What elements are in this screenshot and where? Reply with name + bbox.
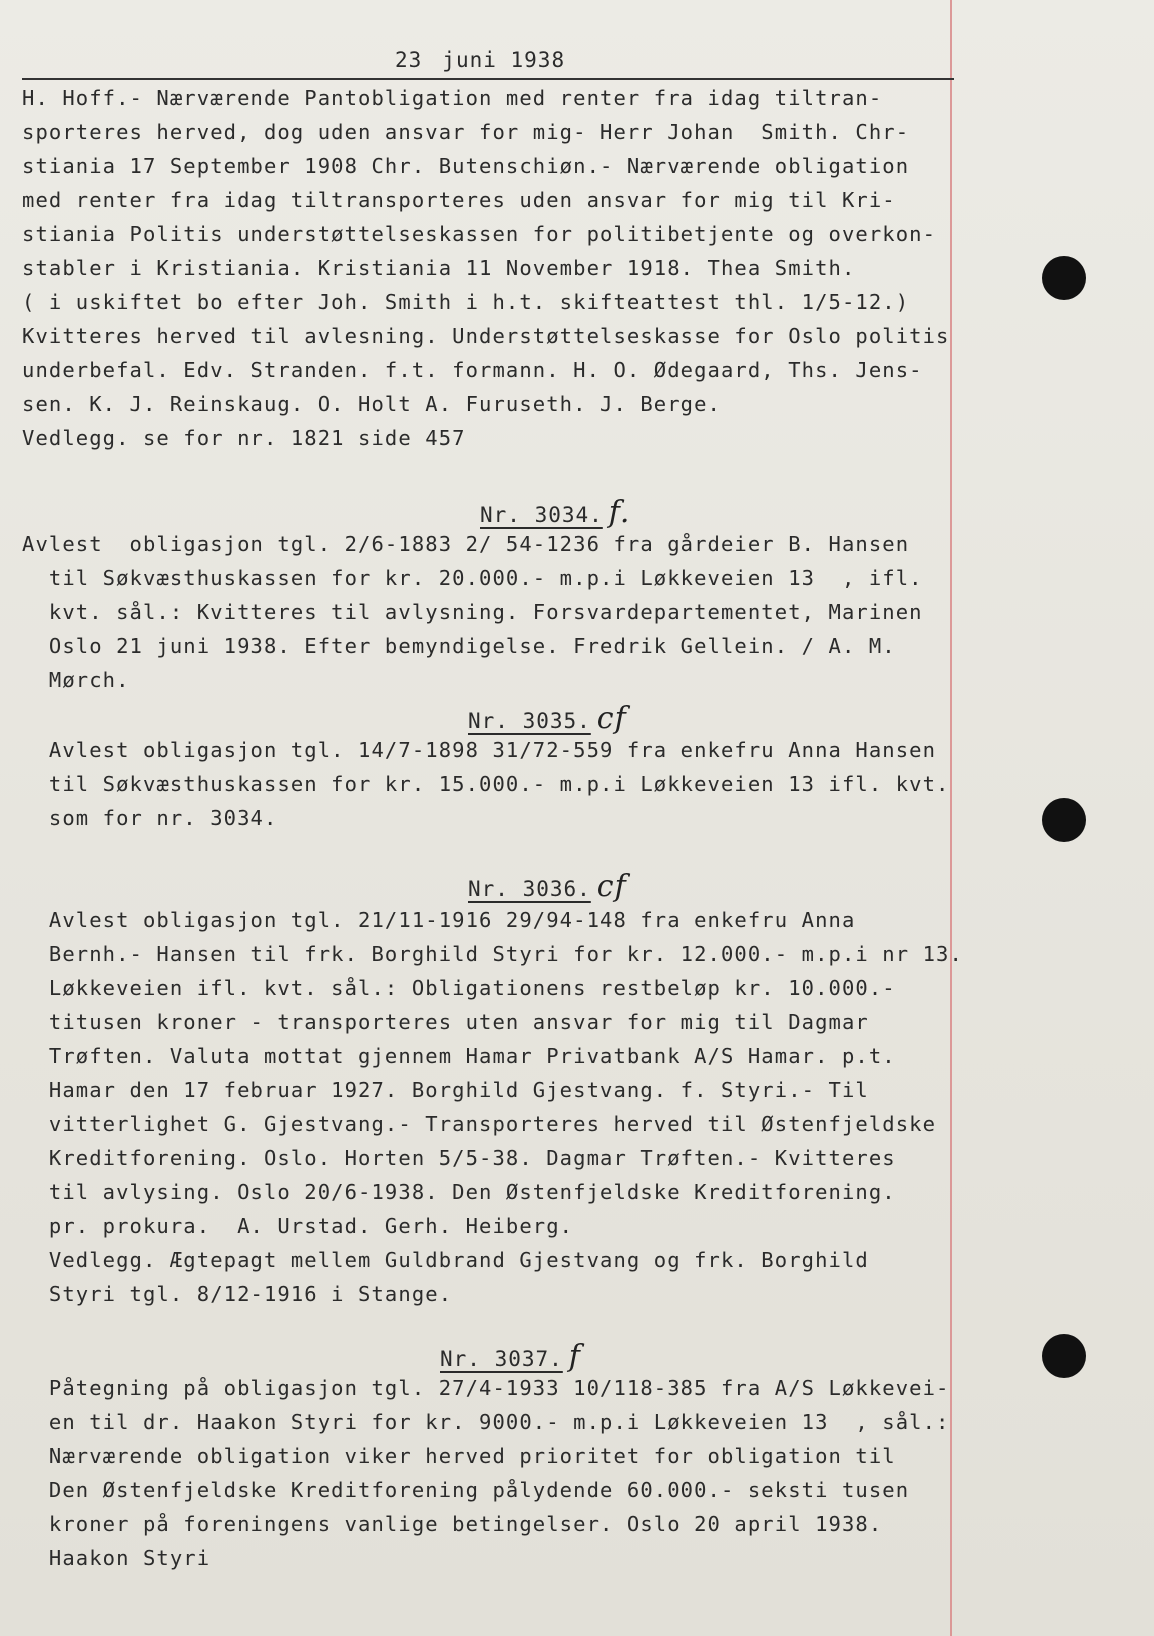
text-line: Kvitteres herved til avlesning. Understøttelseskasse for Oslo politis [22, 324, 950, 348]
text-line: Vedlegg. Ægtepagt mellem Guldbrand Gjestvang og frk. Borghild [22, 1248, 869, 1272]
date-month-year: juni 1938 [442, 48, 566, 72]
punch-hole [1042, 1334, 1086, 1378]
text-line: Bernh.- Hansen til frk. Borghild Styri for kr. 12.000.- m.p.i nr 13. [22, 942, 963, 966]
entry-number-3036 [468, 869, 627, 904]
text-line: stiania 17 September 1908 Chr. Butenschiøn.- Nærværende obligation [22, 154, 910, 178]
entry-number-label: Nr. 3036. [468, 877, 591, 901]
text-line: Avlest obligasjon tgl. 21/11-1916 29/94-148 fra enkefru Anna [22, 908, 856, 932]
clerk-initial: cf [596, 869, 627, 904]
text-line: en til dr. Haakon Styri for kr. 9000.- m.p.i Løkkeveien 13 , sål.: [22, 1410, 950, 1434]
text-line: Vedlegg. se for nr. 1821 side 457 [22, 426, 466, 450]
text-line: til Søkvæsthuskassen for kr. 15.000.- m.p.i Løkkeveien 13 ifl. kvt. [22, 772, 950, 796]
text-line: stiania Politis understøttelseskassen for politibetjente og overkon- [22, 222, 937, 246]
text-line: sen. K. J. Reinskaug. O. Holt A. Furuseth. J. Berge. [22, 392, 721, 416]
entry-number-label: Nr. 3035. [468, 709, 591, 733]
text-line: ( i uskiftet bo efter Joh. Smith i h.t. skifteattest thl. 1/5-12.) [22, 290, 910, 314]
punch-hole [1042, 798, 1086, 842]
text-line: stabler i Kristiania. Kristiania 11 November 1918. Thea Smith. [22, 256, 856, 280]
entry-number-3034 [480, 495, 631, 530]
text-line: Avlest obligasjon tgl. 2/6-1883 2/ 54-1236 fra gårdeier B. Hansen [22, 532, 910, 556]
text-line: vitterlighet G. Gjestvang.- Transporteres herved til Østenfjeldske [22, 1112, 937, 1136]
text-line: til Søkvæsthuskassen for kr. 20.000.- m.p.i Løkkeveien 13 , ifl. [22, 566, 923, 590]
entry-number-label: Nr. 3037. [440, 1347, 563, 1371]
text-line: pr. prokura. A. Urstad. Gerh. Heiberg. [22, 1214, 574, 1238]
clerk-initial: f. [608, 495, 631, 530]
text-line: Styri tgl. 8/12-1916 i Stange. [22, 1282, 453, 1306]
text-line: Den Østenfjeldske Kreditforening pålydende 60.000.- seksti tusen [22, 1478, 910, 1502]
text-line: Påtegning på obligasjon tgl. 27/4-1933 10/118-385 fra A/S Løkkevei- [22, 1376, 950, 1400]
entry-number-label: Nr. 3034. [480, 503, 603, 527]
text-line: Nærværende obligation viker herved prioritet for obligation til [22, 1444, 896, 1468]
punch-hole [1042, 256, 1086, 300]
text-line: med renter fra idag tiltransporteres uden ansvar for mig til Kri- [22, 188, 896, 212]
entry-number-3035 [468, 701, 627, 736]
text-line: kroner på foreningens vanlige betingelser. Oslo 20 april 1938. [22, 1512, 883, 1536]
text-line: Oslo 21 juni 1938. Efter bemyndigelse. Fredrik Gellein. / A. M. [22, 634, 896, 658]
text-line: sporteres herved, dog uden ansvar for mig- Herr Johan Smith. Chr- [22, 120, 910, 144]
entry-number-3037 [440, 1339, 581, 1374]
text-line: Hamar den 17 februar 1927. Borghild Gjestvang. f. Styri.- Til [22, 1078, 869, 1102]
text-line: Haakon Styri [22, 1546, 211, 1570]
text-line: underbefal. Edv. Stranden. f.t. formann. H. O. Ødegaard, Ths. Jens- [22, 358, 923, 382]
date-day: 23 [395, 48, 423, 72]
margin-rule [950, 0, 952, 1636]
text-line: Kreditforening. Oslo. Horten 5/5-38. Dagmar Trøften.- Kvitteres [22, 1146, 896, 1170]
header-rule [22, 78, 954, 80]
text-line: H. Hoff.- Nærværende Pantobligation med renter fra idag tiltran- [22, 86, 883, 110]
page-date [395, 48, 565, 72]
clerk-initial: f [568, 1339, 581, 1374]
text-line: titusen kroner - transporteres uten ansvar for mig til Dagmar [22, 1010, 869, 1034]
text-line: Løkkeveien ifl. kvt. sål.: Obligationens restbeløp kr. 10.000.- [22, 976, 896, 1000]
text-line: Trøften. Valuta mottat gjennem Hamar Privatbank A/S Hamar. p.t. [22, 1044, 896, 1068]
text-line: som for nr. 3034. [22, 806, 278, 830]
clerk-initial: cf [596, 701, 627, 736]
text-line: Mørch. [22, 668, 130, 692]
text-line: til avlysing. Oslo 20/6-1938. Den Østenfjeldske Kreditforening. [22, 1180, 896, 1204]
text-line: Avlest obligasjon tgl. 14/7-1898 31/72-559 fra enkefru Anna Hansen [22, 738, 937, 762]
text-line: kvt. sål.: Kvitteres til avlysning. Forsvardepartementet, Marinen [22, 600, 923, 624]
